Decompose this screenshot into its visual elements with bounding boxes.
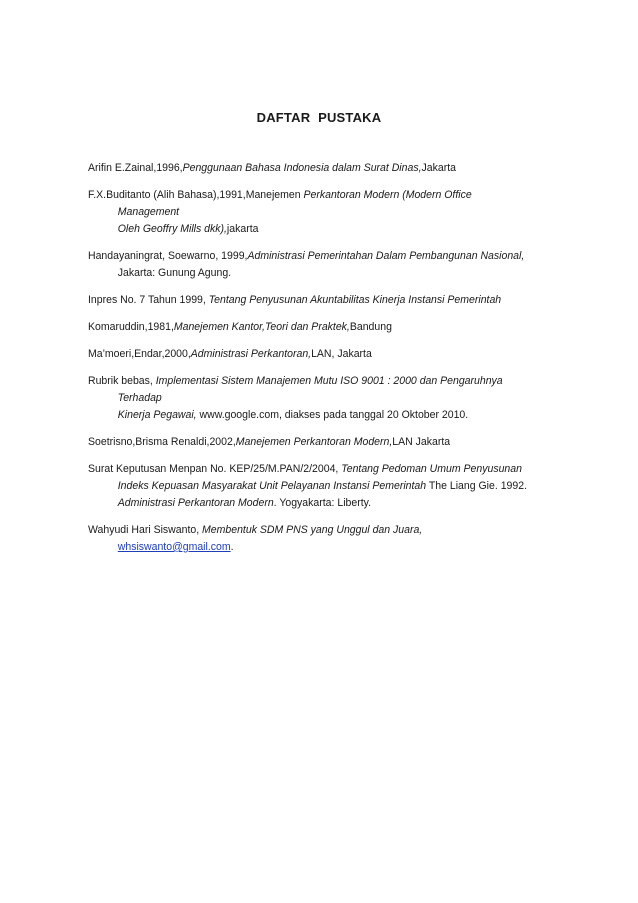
reference-entry [88,187,534,238]
reference-text: Wahyudi Hari Siswanto, [88,524,203,536]
reference-title-text: Implementasi Sistem Manajemen Mutu ISO 9001 : 2000 dan Pengaruhnya Terhadap [117,375,503,404]
reference-text: jakarta [226,223,259,235]
reference-entry [88,248,534,282]
reference-entry [88,346,534,363]
reference-entry [88,292,534,309]
reference-text: LAN, Jakarta [311,348,372,360]
reference-text: LAN Jakarta [392,436,451,448]
reference-title-text: Perkantoran Modern (Modern Office Management [117,189,472,218]
reference-title-text: Administrasi Perkantoran Modern [117,497,274,509]
reference-title-text: Administrasi Pemerintahan Dalam Pembangunan Nasional, [247,250,525,262]
reference-title-text: Kinerja Pegawai, [117,409,197,421]
reference-entry [88,160,534,177]
reference-title-text: Tentang Pedoman Umum Penyusunan [341,463,522,475]
reference-text: Arifin E.Zainal,1996, [88,162,183,174]
reference-entry [88,434,534,451]
reference-title-text: Manejemen Kantor,Teori dan Praktek, [173,321,350,333]
reference-list [88,160,534,566]
reference-entry [88,461,534,512]
reference-title-text: Manejemen Perkantoran Modern, [235,436,393,448]
reference-text: Jakarta: Gunung Agung. [117,267,232,279]
email-link[interactable]: whsiswanto@gmail.com [117,541,231,553]
reference-title-text: Tentang Penyusunan Akuntabilitas Kinerja Instansi Pemerintah [208,294,502,306]
reference-text: Komaruddin,1981, [88,321,174,333]
reference-text: Handayaningrat, Soewarno, 1999, [88,250,248,262]
reference-title-text: Membentuk SDM PNS yang Unggul dan Juara, [202,524,423,536]
reference-title-text: Indeks Kepuasan Masyarakat Unit Pelayanan Instansi Pemerintah [117,480,427,492]
reference-text: F.X.Buditanto (Alih Bahasa),1991,Manejemen [88,189,304,201]
reference-title-text: Penggunaan Bahasa Indonesia dalam Surat Dinas, [182,162,422,174]
reference-title-text: Administrasi Perkantoran, [190,348,312,360]
reference-text: Surat Keputusan Menpan No. KEP/25/M.PAN/2/2004, [88,463,342,475]
reference-text: Jakarta [421,162,456,174]
reference-text: . Yogyakarta: Liberty. [273,497,372,509]
reference-text: Rubrik bebas, [88,375,156,387]
reference-entry [88,373,534,424]
reference-text: Ma’moeri,Endar,2000, [88,348,191,360]
page-title: DAFTAR PUSTAKA [256,110,382,125]
reference-text: Soetrisno,Brisma Renaldi,2002, [88,436,236,448]
reference-text: Inpres No. 7 Tahun 1999, [88,294,209,306]
reference-text: www.google.com, diakses pada tanggal 20 Oktober 2010. [196,409,469,421]
reference-entry [88,522,534,556]
reference-text: Bandung [349,321,392,333]
reference-entry [88,319,534,336]
reference-title-text: Oleh Geoffry Mills dkk), [117,223,227,235]
reference-text: The Liang Gie. 1992. [426,480,527,492]
reference-text: . [230,541,234,553]
